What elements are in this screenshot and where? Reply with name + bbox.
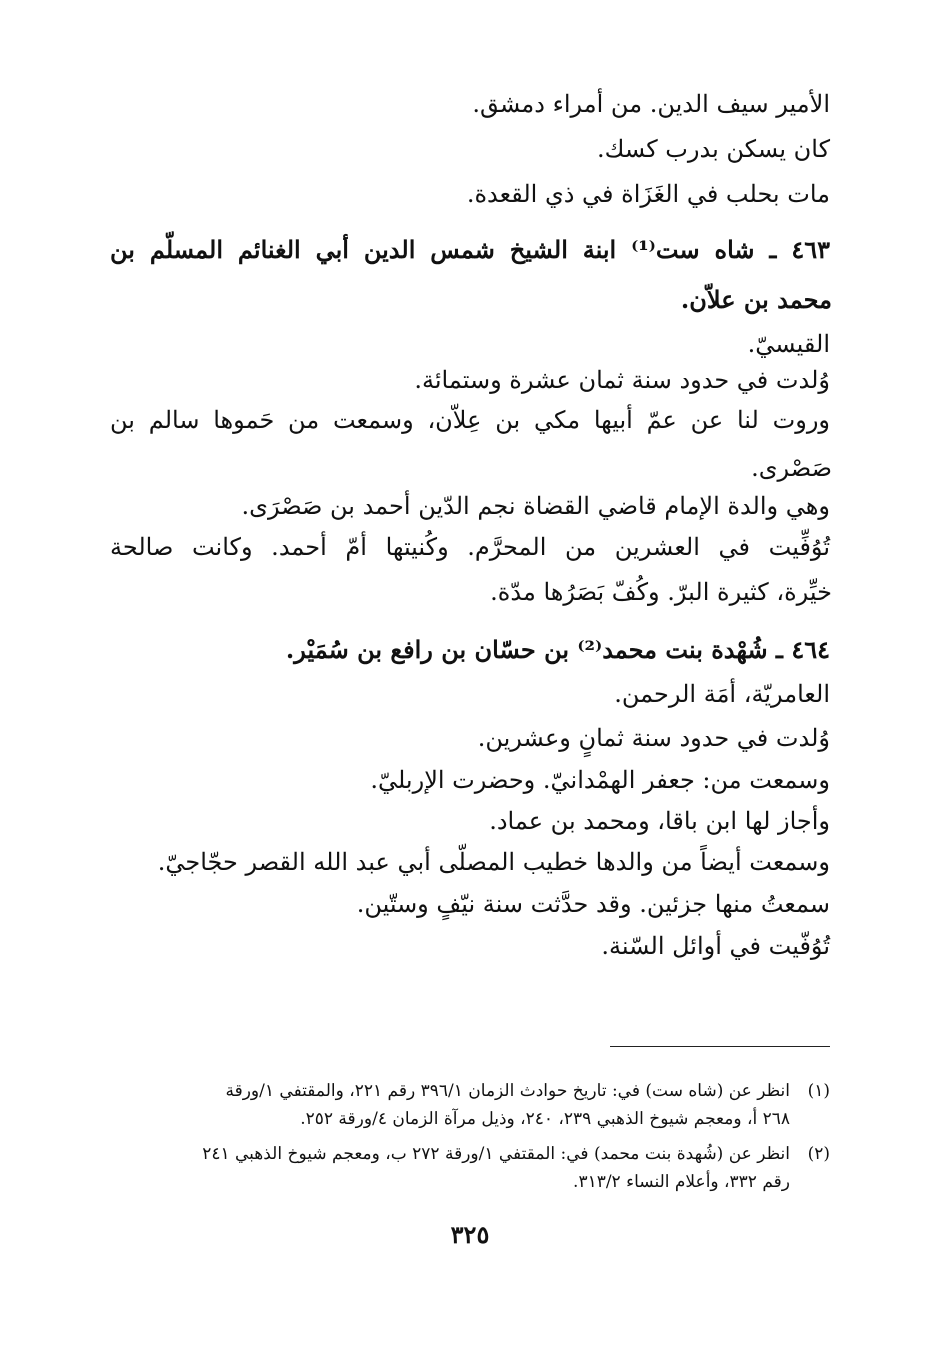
footnote-1-cont: ٢٦٨ أ، ومعجم شيوخ الذهبي ٢٣٩، ٢٤٠، وذيل مرآة الزمان ٤/ورقة ٢٥٢. [300, 1109, 790, 1129]
text-line: خيِّرة، كثيرة البرّ. وكُفّ بَصَرُها مدّة. [490, 578, 832, 606]
footnote-1 [110, 1078, 830, 1104]
footnote-text: انظر عن (شاه ست) في: تاريخ حوادث الزمان ٣٩٦/١ رقم ٢٢١، والمقتفي ١/ورقة [225, 1081, 790, 1101]
text-line: كان يسكن بدرب كسك. [596, 135, 830, 163]
text-line: تُوُفِّيت في العشرين من المحرَّم. وكُنيتها أمّ أحمد. وكانت صالحة [110, 533, 830, 561]
text-line: وهي والدة الإمام قاضي القضاة نجم الدّين أحمد بن صَصْرَى. [241, 492, 830, 520]
text-line: تُوُفّيت في أوائل السّنة. [601, 932, 830, 960]
text-line: مات بحلب في الغَزَاة في ذي القعدة. [466, 180, 830, 208]
entry-heading-464: ٤٦٤ ـ شُهْدة بنت محمد⁽²⁾ بن حسّان بن رافع بن سُمَيْر. [285, 635, 830, 664]
footnote-2-cont: رقم ٣٣٢، وأعلام النساء ٣١٣/٢. [573, 1172, 790, 1192]
text-line: القيسيّ. [747, 330, 830, 358]
footnote-text: انظر عن (شُهدة بنت محمد) في: المقتفي ١/ورقة ٢٧٢ ب، ومعجم شيوخ الذهبي ٢٤١ [202, 1144, 790, 1164]
text-line: وسمعت أيضاً من والدها خطيب المصلّى أبي عبد الله القصر حجّاجيّ. [157, 848, 830, 876]
text-line: وروت لنا عن عمّ أبيها مكي بن عِلاّن، وسمعت من حَموها سالم بن [110, 406, 830, 434]
footnote-separator [610, 1046, 830, 1047]
text-line: وسمعت من: جعفر الهمْدانيّ. وحضرت الإربليّ. [370, 766, 830, 794]
text-line: سمعتُ منها جزئين. وقد حدَّثت سنة نيّفٍ وستّين. [356, 890, 830, 918]
page-number: ٣٢٥ [450, 1220, 490, 1249]
entry-heading-463: ٤٦٣ ـ شاه ست⁽¹⁾ ابنة الشيخ شمس الدين أبي الغنائم المسلّم بن [110, 235, 830, 264]
text-line: وُلدت في حدود سنة ثمانٍ وعشرين. [477, 724, 830, 752]
entry-heading-463-cont: محمد بن علاّن. [680, 285, 832, 314]
text-line: العامريّة، أمَة الرحمن. [614, 680, 830, 708]
footnote-2 [110, 1141, 830, 1167]
footnote-number: (١) [807, 1081, 830, 1101]
text-line: الأمير سيف الدين. من أمراء دمشق. [472, 90, 830, 118]
text-line: وُلدت في حدود سنة ثمان عشرة وستمائة. [414, 366, 830, 394]
text-line: صَصْرى. [751, 454, 832, 482]
footnote-number: (٢) [807, 1144, 830, 1164]
text-line: وأجاز لها ابن باقا، ومحمد بن عماد. [489, 807, 830, 835]
